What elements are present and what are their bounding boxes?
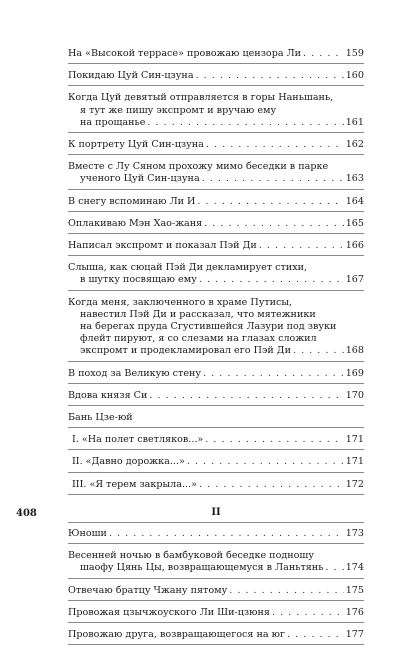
- dot-leader: [293, 345, 344, 357]
- toc-entries: [68, 48, 364, 495]
- toc-entry-line: [68, 297, 364, 309]
- toc-entry-title: Написал экспромт и показал Пэй Ди: [68, 240, 257, 252]
- toc-entry: [68, 161, 364, 189]
- toc-entry: [68, 434, 364, 450]
- toc-entry: [68, 297, 364, 362]
- toc-entry: [68, 412, 364, 428]
- toc-page-number: 160: [345, 70, 364, 82]
- toc-entry-line: [68, 117, 364, 129]
- toc-entry: [68, 196, 364, 212]
- toc-entry-line: [68, 585, 364, 597]
- toc-page-number: 174: [345, 562, 364, 574]
- toc-entry-line: [68, 607, 364, 619]
- toc-entry-line: [68, 629, 364, 641]
- toc-entry-title: на берегах пруда Сгустившейся Лазури под звуки: [80, 321, 337, 333]
- toc-entry-title: в шутку посвящаю ему: [80, 274, 197, 286]
- toc-entry-title: Когда меня, заключенного в храме Путисы,: [68, 296, 293, 308]
- dot-leader: [199, 479, 344, 491]
- toc-entry-title: шаофу Цянь Цы, возвращающемуся в Ланьтянь: [80, 562, 324, 574]
- toc-page-number: 161: [345, 116, 364, 128]
- toc-entry-line: [68, 562, 364, 574]
- toc-entry: [68, 390, 364, 406]
- toc-entry-title: ученого Цуй Син-цзуна: [80, 173, 200, 185]
- toc-entry-title: В поход за Великую стену: [68, 367, 202, 379]
- dot-leader: [203, 368, 344, 380]
- toc-page-number: 165: [345, 217, 364, 229]
- toc-entry: [68, 528, 364, 544]
- toc-entry: [68, 607, 364, 623]
- toc-entry-title: флейт пируют, я со слезами на глазах сложил: [80, 333, 317, 345]
- dot-leader: [204, 218, 344, 230]
- page-number: 408: [16, 508, 37, 519]
- toc-entry-line: [68, 434, 364, 446]
- toc-section-entries: [68, 528, 364, 645]
- dot-leader: [287, 629, 344, 641]
- toc-entry: [68, 139, 364, 155]
- toc-page-number: 171: [345, 434, 364, 446]
- toc-page-number: 177: [345, 629, 364, 641]
- toc-entry-title: экспромт и продекламировал его Пэй Ди: [80, 345, 291, 357]
- toc-entry-title: В снегу вспоминаю Ли И: [68, 195, 196, 207]
- dot-leader: [205, 434, 343, 446]
- dot-leader: [197, 196, 343, 208]
- toc-page-number: 168: [345, 345, 364, 357]
- toc-entry-title: я тут же пишу экспромт и вручаю ему: [80, 104, 277, 116]
- toc-entry: [68, 479, 364, 495]
- dot-leader: [303, 48, 344, 60]
- toc-entry: [68, 585, 364, 601]
- toc-entry-title: Отвечаю братцу Чжану пятому: [68, 584, 228, 596]
- toc-entry-line: [68, 92, 364, 104]
- toc-entry-title: На «Высокой террасе» провожаю цензора Ли: [68, 48, 302, 59]
- section-heading: II: [68, 507, 364, 523]
- toc-entry-line: [68, 240, 364, 252]
- toc-page-number: 159: [345, 48, 364, 59]
- toc-entry: [68, 629, 364, 645]
- toc-entry-line: [68, 368, 364, 380]
- toc-page-number: 166: [345, 240, 364, 252]
- toc-entry: [68, 92, 364, 133]
- toc-entry-line: [68, 321, 364, 333]
- toc-page-number: 163: [345, 173, 364, 185]
- toc-entry-title: Покидаю Цуй Син-цзуна: [68, 70, 194, 82]
- toc-page-number: 171: [345, 456, 364, 468]
- toc-entry-line: [68, 262, 364, 274]
- dot-leader: [259, 240, 344, 252]
- toc-entry-title: К портрету Цуй Син-цзуна: [68, 139, 204, 151]
- toc-entry-title: II. «Давно дорожка...»: [72, 456, 185, 468]
- toc-entry-line: [68, 309, 364, 321]
- dot-leader: [202, 173, 344, 185]
- toc-entry-line: [68, 218, 364, 230]
- toc-entry-title: на прощанье: [80, 116, 146, 128]
- toc-entry-line: [68, 48, 364, 60]
- toc-entry-title: Весенней ночью в бамбуковой беседке подношу: [68, 550, 314, 562]
- dot-leader: [325, 562, 343, 574]
- dot-leader: [229, 585, 343, 597]
- toc-entry-title: III. «Я терем закрыла...»: [72, 478, 198, 490]
- toc-entry-line: [68, 105, 364, 117]
- toc-entry: [68, 48, 364, 64]
- toc-entry-title: Вдова князя Си: [68, 389, 148, 401]
- toc-page-number: 176: [345, 606, 364, 618]
- toc-entry-title: навестил Пэй Ди и рассказал, что мятежники: [80, 308, 316, 320]
- toc-entry-line: [68, 456, 364, 468]
- toc-entry-line: [68, 412, 364, 424]
- toc-page-number: 169: [345, 367, 364, 379]
- dot-leader: [272, 607, 344, 619]
- toc-page-number: 175: [345, 584, 364, 596]
- toc-page-number: 172: [345, 478, 364, 490]
- toc-entry-title: I. «На полет светляков...»: [72, 434, 204, 446]
- toc-entry: [68, 368, 364, 384]
- toc-entry-line: [68, 550, 364, 562]
- toc-entry-line: [68, 70, 364, 82]
- toc-entry-title: Юноши: [68, 528, 107, 540]
- toc-entry-line: [68, 479, 364, 491]
- toc-entry-line: [68, 345, 364, 357]
- toc-entry-title: Когда Цуй девятый отправляется в горы Наньшань,: [68, 92, 334, 104]
- toc-entry-line: [68, 390, 364, 402]
- toc-page-number: 162: [345, 139, 364, 151]
- toc-entry: [68, 240, 364, 256]
- toc-entry-line: [68, 161, 364, 173]
- toc-entry: [68, 262, 364, 290]
- toc-entry: [68, 70, 364, 86]
- dot-leader: [199, 274, 344, 286]
- dot-leader: [147, 117, 343, 129]
- toc-entry: [68, 218, 364, 234]
- toc-entry: [68, 550, 364, 578]
- dot-leader: [196, 70, 344, 82]
- toc-entry-line: [68, 274, 364, 286]
- dot-leader: [149, 390, 343, 402]
- toc-page-number: 167: [345, 274, 364, 286]
- toc-page-number: 164: [345, 195, 364, 207]
- toc-entry-title: Бань Цзе-юй: [68, 412, 133, 424]
- dot-leader: [206, 139, 344, 151]
- toc-entry-line: [68, 333, 364, 345]
- dot-leader: [187, 456, 344, 468]
- toc-page-number: 173: [345, 528, 364, 540]
- toc-entry-line: [68, 173, 364, 185]
- table-of-contents: [68, 48, 364, 651]
- toc-entry-line: [68, 196, 364, 208]
- toc-entry-title: Слыша, как сюцай Пэй Ди декламирует стихи,: [68, 262, 308, 274]
- toc-entry-title: Провожаю друга, возвращающегося на юг: [68, 629, 286, 641]
- toc-entry-title: Оплакиваю Мэн Хао-жаня: [68, 217, 203, 229]
- toc-entry-title: Провожая цзычжоуского Ли Ши-цзюня: [68, 606, 270, 618]
- toc-entry-title: Вместе с Лу Сяном прохожу мимо беседки в парке: [68, 161, 329, 173]
- toc-entry-line: [68, 139, 364, 151]
- toc-page-number: 170: [345, 389, 364, 401]
- toc-entry: [68, 456, 364, 472]
